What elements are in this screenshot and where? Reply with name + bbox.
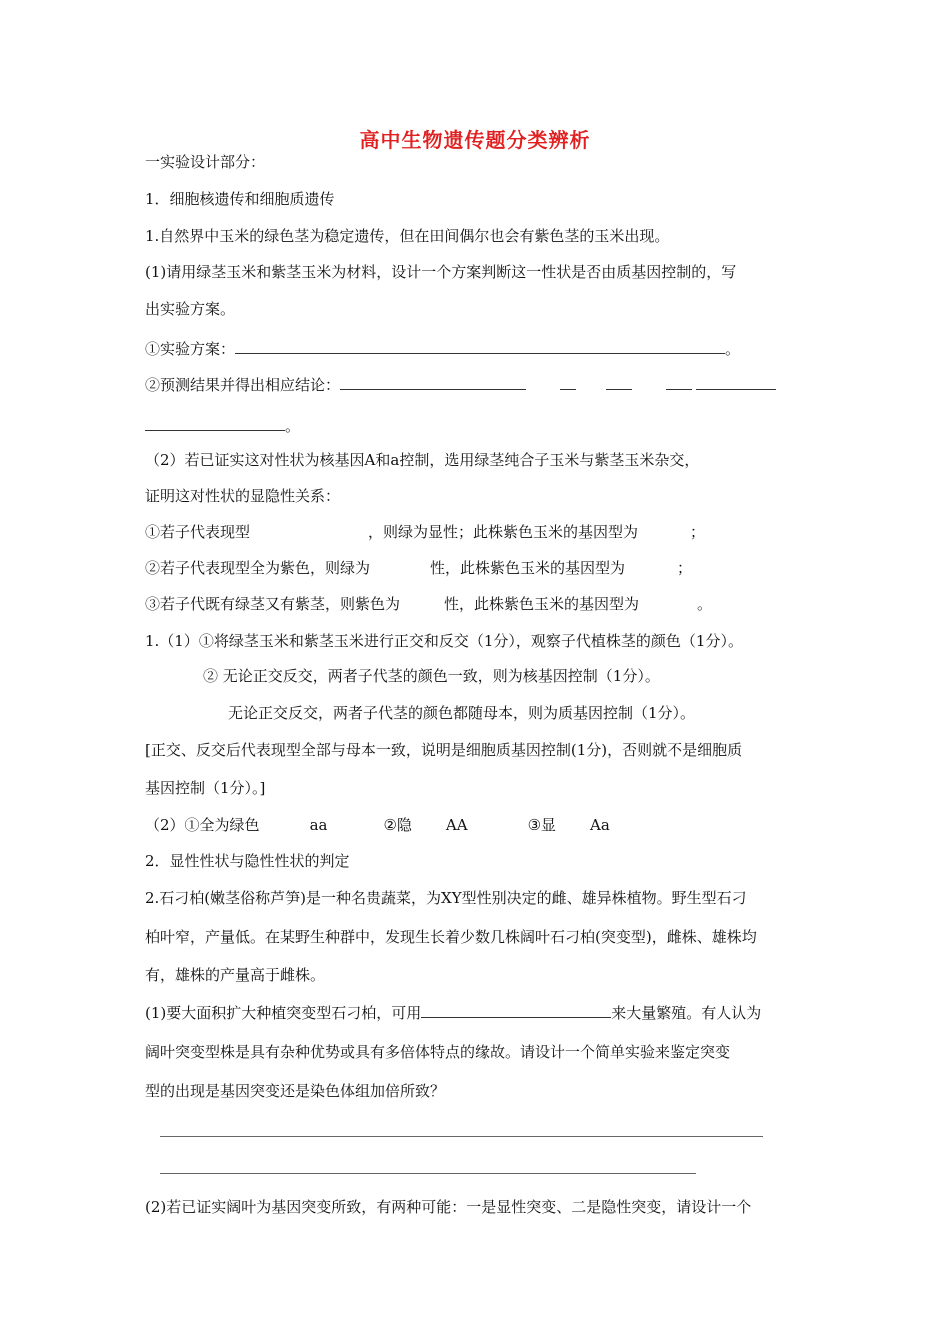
- question-text: （2）若已证实这对性状为核基因A和a控制，选用绿茎纯合子玉米与紫茎玉米杂交，: [145, 451, 700, 469]
- question-text: ②若子代表现型全为紫色，则绿为 性，此株紫色玉米的基因型为 ；: [145, 559, 693, 577]
- question-text: 出实验方案。: [145, 300, 236, 318]
- answer-rule: [160, 1173, 696, 1174]
- question-text: 型的出现是基因突变还是染色体组加倍所致？: [145, 1082, 446, 1100]
- answer-line: [145, 339, 740, 359]
- answer-line: [145, 416, 300, 436]
- answer-text: ② 无论正交反交，两者子代茎的颜色一致，则为核基因控制（1分）。: [203, 667, 660, 685]
- answer-blank: [421, 1003, 611, 1018]
- subsection-heading: 1．细胞核遗传和细胞质遗传: [145, 190, 335, 208]
- answer-text: （2）①全为绿色 aa ②隐 AA ③显 Aa: [145, 816, 610, 834]
- page-title: 高中生物遗传题分类辨析: [359, 128, 591, 152]
- section-heading: 一实验设计部分：: [145, 153, 266, 171]
- answer-text: 基因控制（1分）。]: [145, 779, 266, 797]
- answer-blank: [145, 416, 285, 431]
- answer-blank: [340, 375, 526, 390]
- question-text: (1)请用绿茎玉米和紫茎玉米为材料，设计一个方案判断这一性状是否由质基因控制的，写: [145, 263, 737, 281]
- question-text: 证明这对性状的显隐性关系：: [145, 487, 341, 505]
- question-text: ①若子代表现型 ，则绿为显性；此株紫色玉米的基因型为 ；: [145, 523, 706, 541]
- question-text: 2.石刁柏(嫩茎俗称芦笋)是一种名贵蔬菜，为XY型性别决定的雌、雄异株植物。野生型石刁: [145, 889, 747, 907]
- answer-line: [145, 375, 776, 395]
- answer-end: 。: [285, 417, 301, 435]
- question-text: ③若子代既有绿茎又有紫茎，则紫色为 性，此株紫色玉米的基因型为 。: [145, 595, 713, 613]
- answer-blank: [606, 375, 632, 390]
- answer-end: 。: [725, 340, 741, 358]
- subsection-heading: 2．显性性状与隐性性状的判定: [145, 852, 350, 870]
- question-text: 柏叶窄，产量低。在某野生种群中，发现生长着少数几株阔叶石刁柏(突变型)，雌株、雄株均: [145, 928, 757, 946]
- answer-blank: [235, 339, 725, 354]
- answer-text: [正交、反交后代表现型全部与母本一致，说明是细胞质基因控制(1分)，否则就不是细胞质: [145, 741, 743, 759]
- answer-label: ①实验方案：: [145, 340, 236, 358]
- answer-rule: [160, 1136, 763, 1137]
- answer-blank: [666, 375, 692, 390]
- question-text: (2)若已证实阔叶为基因突变所致，有两种可能：一是显性突变、二是隐性突变，请设计一个: [145, 1198, 752, 1216]
- question-text: 1.自然界中玉米的绿色茎为稳定遗传，但在田间偶尔也会有紫色茎的玉米出现。: [145, 227, 670, 245]
- answer-blank: [696, 375, 776, 390]
- question-text: 有，雄株的产量高于雌株。: [145, 966, 326, 984]
- answer-blank: [560, 375, 576, 390]
- answer-text: 1.（1）①将绿茎玉米和紫茎玉米进行正交和反交（1分），观察子代植株茎的颜色（1分）。: [145, 632, 743, 650]
- question-text: 阔叶突变型株是具有杂种优势或具有多倍体特点的缘故。请设计一个简单实验来鉴定突变: [145, 1043, 731, 1061]
- answer-label: ②预测结果并得出相应结论：: [145, 376, 341, 394]
- question-text: (1)要大面积扩大种植突变型石刁柏，可用 来大量繁殖。有人认为: [145, 1004, 762, 1022]
- answer-text: 无论正交反交，两者子代茎的颜色都随母本，则为质基因控制（1分）。: [228, 704, 696, 722]
